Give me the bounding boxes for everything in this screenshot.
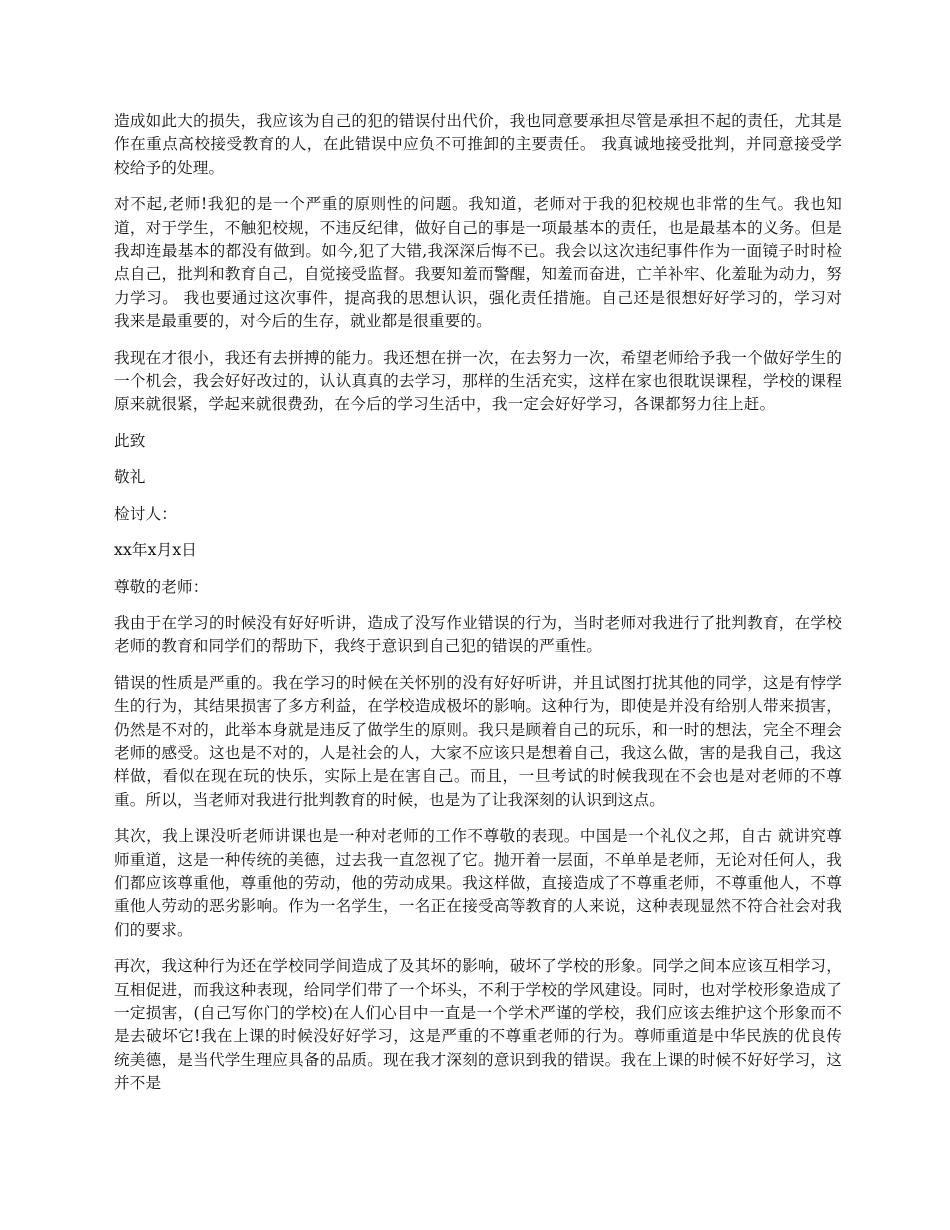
paragraph-respect-teacher: 其次，我上课没听老师讲课也是一种对老师的工作不尊敬的表现。中国是一个礼仪之邦，自古 就讲究尊师重道，这是一种传统的美德，过去我一直忽视了它。抛开着一层面，不单单是老师，无论对任何人，我们都应该尊重他，尊重他的劳动，他的劳动成果。我这样做，直接造成了不尊重老师，不尊重他人，不尊重他人劳动的恶劣影响。作为一名学生，一名正在接受高等教育的人来说，这种表现显然不符合社会对我们的要求。 [114,827,842,939]
signature-label: 检讨人： [114,504,177,523]
paragraph-resolution: 我现在才很小，我还有去拼搏的能力。我还想在拼一次，在去努力一次，希望老师给予我一个做好学生的一个机会，我会好好改过的，认认真真的去学习，那样的生活充实，这样在家也很耽误课程，学校的课程原来就很紧，学起来就很费劲，在今后的学习生活中，我一定会好好学习，各课都努力往上赶。 [114,348,842,414]
paragraph-responsibility: 造成如此大的损失，我应该为自己的犯的错误付出代价，我也同意要承担尽管是承担不起的责任，尤其是作在重点高校接受教育的人，在此错误中应负不可推卸的主要责任。 我真诚地接受批判，并同意接受学校给予的处理。 [114,112,842,177]
date-line: xx年x月x日 [114,541,198,560]
closing-jingli: 敬礼 [114,468,146,487]
paragraph-homework: 我由于在学习的时候没有好好听讲，造成了没写作业错误的行为，当时老师对我进行了批判教育，在学校老师的教育和同学们的帮助下，我终于意识到自己犯的错误的严重性。 [114,613,842,656]
paragraph-school-image: 再次，我这种行为还在学校同学间造成了及其坏的影响，破坏了学校的形象。同学之间本应该互相学习，互相促进，而我这种表现，给同学们带了一个坏头，不利于学校的学风建设。同时，也对学校形象造成了一定损害，(自己写你门的学校)在人们心目中一直是一个学术严谨的学校，我们应该去维护这个形象而不是去破坏它!我在上课的时候没好好学习，这是严重的不尊重老师的行为。尊师重道是中华民族的优良传统美德，是当代学生理应具备的品质。现在我才深刻的意识到我的错误。我在上课的时候不好好学习，这并不是 [114,957,842,1093]
closing-cizhi: 此致 [114,431,146,450]
salutation: 尊敬的老师： [114,577,209,596]
paragraph-nature-of-error: 错误的性质是严重的。我在学习的时候在关怀别的没有好好听讲，并且试图打扰其他的同学，这是有悖学生的行为，其结果损害了多方利益，在学校造成极坏的影响。这种行为，即使是并没有给别人带来损害，仍然是不对的，此举本身就是违反了做学生的原则。我只是顾着自己的玩乐，和一时的想法，完全不理会老师的感受。这也是不对的，人是社会的人，大家不应该只是想着自己，我这么做，害的是我自己，我这样做，看似在现在玩的快乐，实际上是在害自己。而且，一旦考试的时候我现在不会也是对老师的不尊重。所以，当老师对我进行批判教育的时候，也是为了让我深刻的认识到这点。 [114,673,842,809]
paragraph-apology: 对不起,老师!我犯的是一个严重的原则性的问题。我知道，老师对于我的犯校规也非常的生气。我也知道，对于学生，不触犯校规，不违反纪律，做好自己的事是一项最基本的责任，也是最基本的义务。但是我却连最基本的都没有做到。如今,犯了大错,我深深后悔不已。我会以这次违纪事件作为一面镜子时时检点自己，批判和教育自己，自觉接受监督。我要知羞而警醒，知羞而奋进，亡羊补牢、化羞耻为动力，努力学习。 我也要通过这次事件，提高我的思想认识，强化责任措施。自己还是很想好好学习的，学习对我来是最重要的，对今后的生存，就业都是很重要的。 [114,195,842,331]
document-page [114,110,842,1109]
